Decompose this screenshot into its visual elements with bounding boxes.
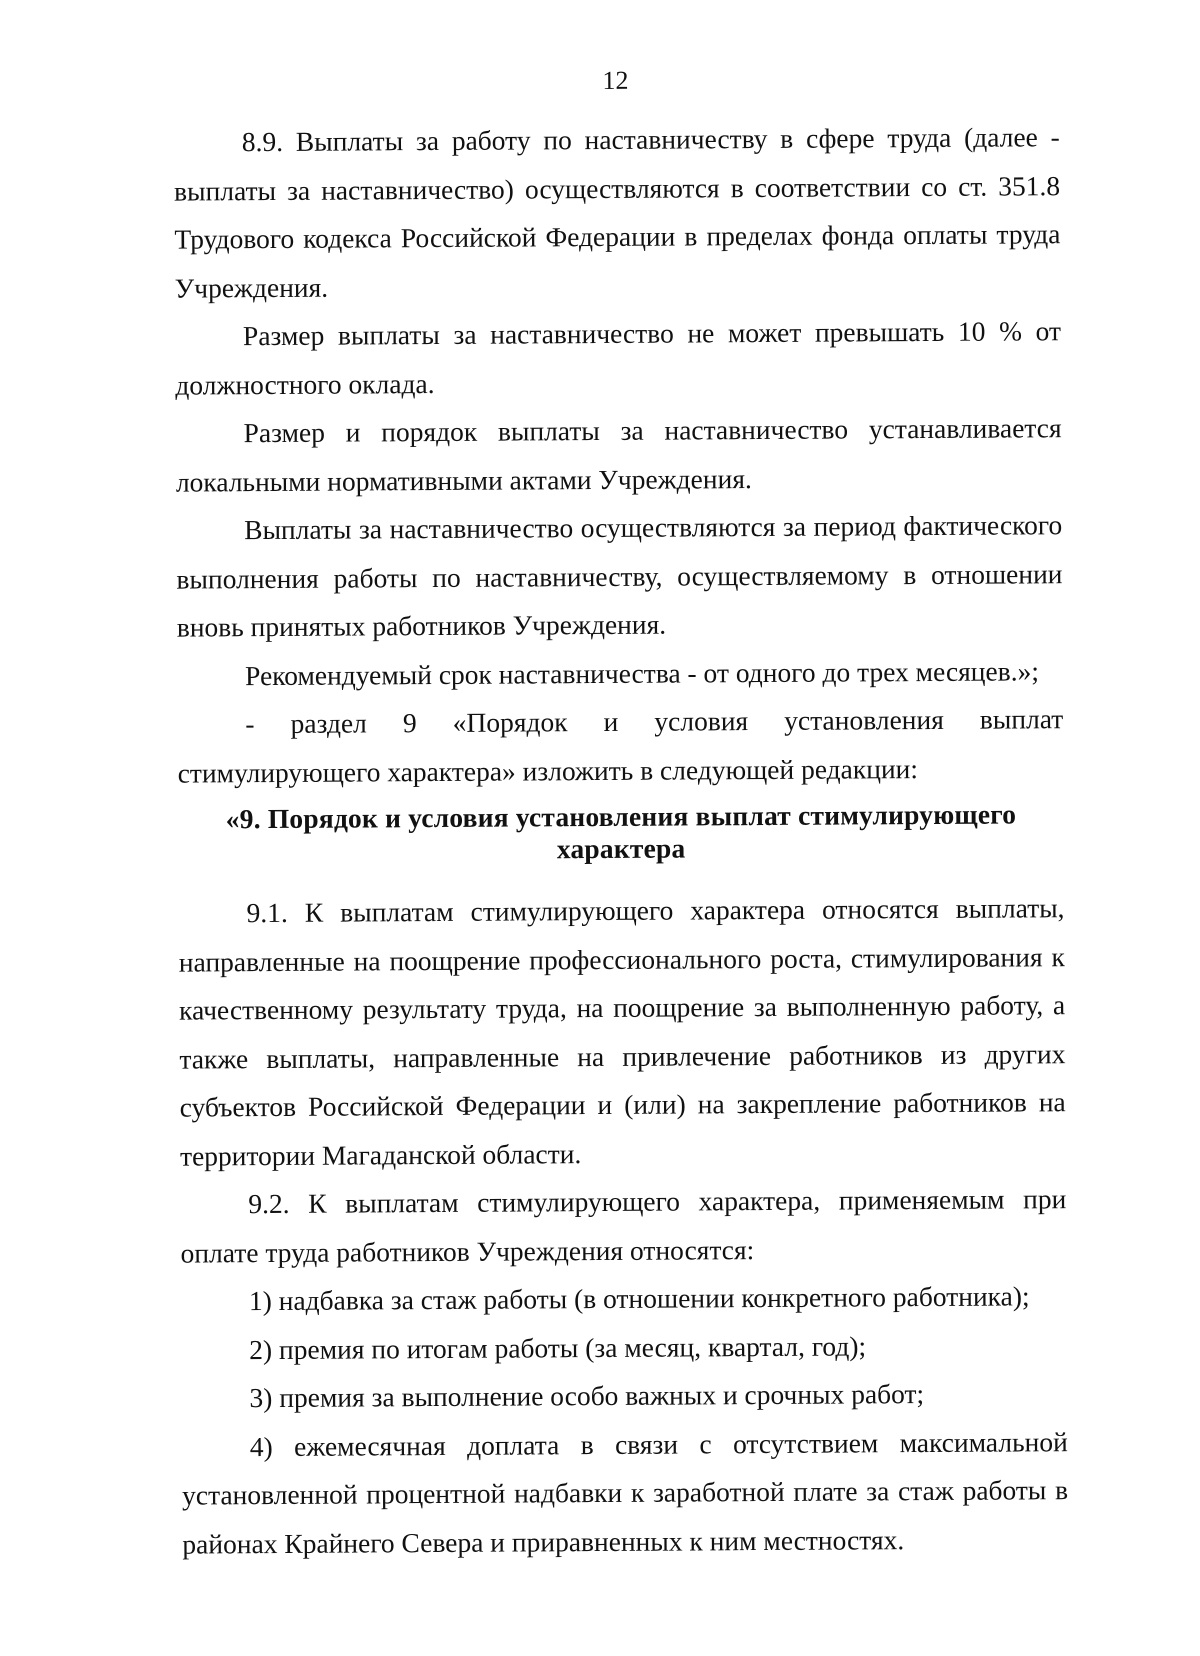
dash-item-word: 9 <box>402 707 417 739</box>
section-9-heading <box>178 792 1065 889</box>
paragraph-8-9: 8.9. Выплаты за работу по наставничеству в сфере труда (далее - выплаты за наставничество) осуществляются в соответствии со ст. 351.8 Трудового кодекса Российской Федерации в пределах фонда оплаты труда Учреждения. <box>174 121 1061 304</box>
list-item-3: 3) премия за выполнение особо важных и срочных работ; <box>249 1378 925 1414</box>
dash-item-continuation: стимулирующего характера» изложить в следующей редакции: <box>177 752 919 789</box>
paragraph-9-1: 9.1. К выплатам стимулирующего характера относятся выплаты, направленные на поощрение профессионального роста, стимулирования к качественному результату труда, на поощрение за выполненную работу, а также выплаты, направленные на привлечение работников из других субъектов Российской Федерации и (или) на закрепление работников на территории Магаданской области. <box>178 892 1066 1172</box>
dash-item-word: раздел <box>290 707 367 739</box>
paragraph-payment-order: Размер и порядок выплаты за наставничество устанавливается локальными нормативными актами Учреждения. <box>175 412 1062 498</box>
section-heading-line-2: характера <box>556 832 686 865</box>
document-body <box>174 113 1069 1568</box>
list-item-1: 1) надбавка за стаж работы (в отношении конкретного работника); <box>248 1280 1030 1317</box>
list-item-2: 2) премия по итогам работы (за месяц, квартал, год); <box>249 1329 867 1365</box>
dash-item-word: выплат <box>979 703 1064 735</box>
section-heading-line-1: «9. Порядок и условия установления выплат стимулирующего <box>225 798 1017 835</box>
list-item-4: 4) ежемесячная доплата в связи с отсутствием максимальной установленной процентной надбавки к заработной плате за стаж работы в районах Крайнего Севера и приравненных к ним местностях. <box>181 1425 1069 1560</box>
dash-item-word: «Порядок <box>452 706 568 738</box>
paragraph-recommended-term: Рекомендуемый срок наставничества - от одного до трех месяцев.»; <box>244 654 1040 691</box>
paragraph-payment-period: Выплаты за наставничество осуществляются за период фактического выполнения работы по наставничеству, осуществляемому в отношении вновь принятых работников Учреждения. <box>176 509 1063 643</box>
dash-item-first-line <box>245 695 1063 748</box>
dash-item-word: установления <box>784 703 944 736</box>
page-number: 12 <box>602 65 629 95</box>
dash-list-item <box>177 695 1064 797</box>
dash-item-word: и <box>603 705 619 737</box>
dash-item-word: - <box>245 708 255 740</box>
paragraph-9-2: 9.2. К выплатам стимулирующего характера, применяемым при оплате труда работников Учреждения относятся: <box>180 1183 1067 1269</box>
paragraph-payment-size: Размер выплаты за наставничество не может превышать 10 % от должностного оклада. <box>175 315 1062 401</box>
dash-item-word: условия <box>654 705 749 737</box>
